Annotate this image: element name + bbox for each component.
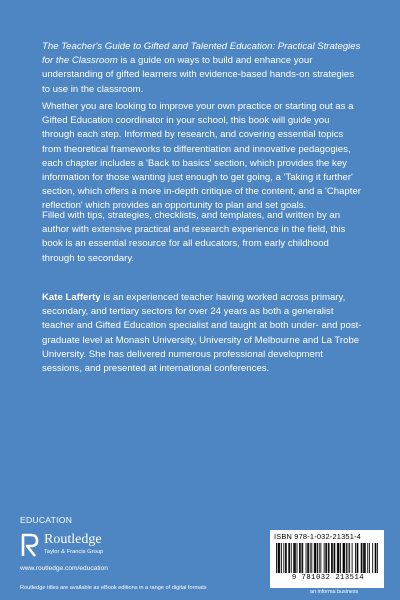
- barcode-bar: [281, 543, 282, 573]
- formats-note: Routledge titles are available as eBook editions in a range of digital formats: [20, 585, 207, 591]
- barcode-bar: [319, 543, 320, 573]
- barcode-bar: [324, 543, 325, 573]
- barcode-bar: [364, 543, 365, 573]
- barcode-bar: [306, 543, 307, 573]
- barcode-bar: [295, 543, 296, 573]
- intro-text: is a guide on ways to build and enhance your understanding of gifted learners with evidence-based hands-on strategies to use in the classroom.: [42, 55, 354, 95]
- barcode-bar: [297, 543, 298, 573]
- barcode-bar: [289, 543, 290, 573]
- description-text: Whether you are looking to improve your own practice or starting out as a Gifted Education coordinator in your school, this book will guide you through each step. Informed by research, and covering essential topics from theoretical frameworks to differentiation and innovative pedagogies, each chapter includes a 'Back to basics' section, which provides the key information for those wanting just enough to get going, a 'Taking it further' section, which offers a more in-depth critique of the content, and a 'Chapter reflection' which provides an opportunity to plan and set goals.: [42, 101, 361, 212]
- barcode-bar: [361, 543, 362, 573]
- barcode-bar: [355, 543, 356, 573]
- barcode-bar: [283, 543, 284, 573]
- publisher-logo: [20, 530, 160, 564]
- author-bio: [42, 291, 364, 376]
- barcode-bar: [332, 543, 333, 573]
- barcode-bar: [279, 543, 280, 573]
- isbn-label: ISBN 978-1-032-21351-4: [274, 532, 361, 541]
- subject-category: EDUCATION: [20, 515, 73, 525]
- barcode-bar: [315, 543, 316, 573]
- barcode-bar: [326, 543, 327, 573]
- barcode-bar: [314, 543, 315, 573]
- informa-tagline: an informa business: [310, 589, 359, 595]
- barcode-bar: [291, 543, 292, 573]
- barcode-bar: [325, 543, 326, 573]
- barcode-bar: [285, 543, 286, 573]
- barcode-bar: [337, 543, 338, 573]
- barcode-bar: [315, 543, 316, 573]
- author-name: Kate Lafferty: [42, 292, 101, 303]
- barcode-bar: [338, 543, 339, 573]
- intro-paragraph: [42, 40, 364, 97]
- barcode-bar: [357, 543, 358, 573]
- routledge-logo-icon: [20, 532, 40, 558]
- barcode-bar: [349, 543, 350, 573]
- barcode-bar: [293, 543, 294, 573]
- barcode-bar: [334, 543, 335, 573]
- barcode-bar: [375, 543, 376, 573]
- barcode-bar: [346, 543, 347, 573]
- barcode-bar: [348, 543, 349, 573]
- barcode-bar: [352, 543, 353, 573]
- barcode-bar: [308, 543, 309, 573]
- publisher-website: www.routledge.com/education: [20, 565, 108, 572]
- barcode-bar: [331, 543, 332, 573]
- barcode-bar: [286, 543, 287, 573]
- barcode-bar: [329, 543, 330, 573]
- author-bio-text: is an experienced teacher having worked across primary, secondary, and tertiary sectors for over 24 years as both a generalist teacher and Gifted Education specialist and taught at both under- and post-graduate level at Monash University, University of Melbourne and La Trobe University. She has delivered numerous professional development sessions, and presented at international conferences.: [42, 292, 362, 375]
- barcode-bar: [311, 543, 312, 573]
- barcode-bar: [278, 543, 279, 573]
- barcode-bar: [328, 543, 329, 573]
- barcode-bar: [320, 543, 321, 573]
- barcode-bar: [334, 543, 335, 573]
- barcode-bar: [362, 543, 363, 573]
- barcode-bar: [365, 543, 366, 573]
- barcode-bar: [288, 543, 289, 573]
- barcode-bar: [307, 543, 308, 573]
- barcode-bar: [276, 543, 277, 573]
- barcode-bar: [317, 543, 318, 573]
- barcode-bar: [300, 543, 301, 573]
- barcode-digits: 9 781032 213514: [291, 574, 365, 582]
- barcode-bar: [357, 543, 358, 573]
- isbn-barcode: [270, 530, 384, 588]
- barcode-bar: [310, 543, 311, 573]
- barcode-bar: [278, 543, 279, 573]
- publisher-group: Taylor & Francis Group: [44, 549, 104, 555]
- barcode-bar: [376, 543, 377, 573]
- barcode-bar: [294, 543, 295, 573]
- barcode-bar: [299, 543, 300, 573]
- barcode-bar: [343, 543, 344, 573]
- barcode-bar: [302, 543, 303, 573]
- description-paragraph: [42, 100, 364, 214]
- barcode-bar: [367, 543, 368, 573]
- barcode-bar: [372, 543, 373, 573]
- resource-paragraph: [42, 209, 364, 266]
- barcode-bar: [344, 543, 345, 573]
- barcode-bars: [276, 543, 378, 573]
- barcode-bar: [302, 543, 303, 573]
- barcode-bar: [340, 543, 341, 573]
- barcode-bar: [339, 543, 340, 573]
- barcode-bar: [363, 543, 364, 573]
- resource-text: Filled with tips, strategies, checklists, and templates, and written by an author with extensive practical and research experience in the field, this book is an essential resource for all educators, from early childhood through to secondary.: [42, 210, 346, 264]
- publisher-name: Routledge: [44, 532, 102, 547]
- barcode-bar: [369, 543, 370, 573]
- book-title: The Teacher's Guide to Gifted and Talented Education: Practical Strategies for the Classroom: [42, 41, 361, 67]
- barcode-bar: [343, 543, 344, 573]
- barcode-bar: [377, 543, 378, 573]
